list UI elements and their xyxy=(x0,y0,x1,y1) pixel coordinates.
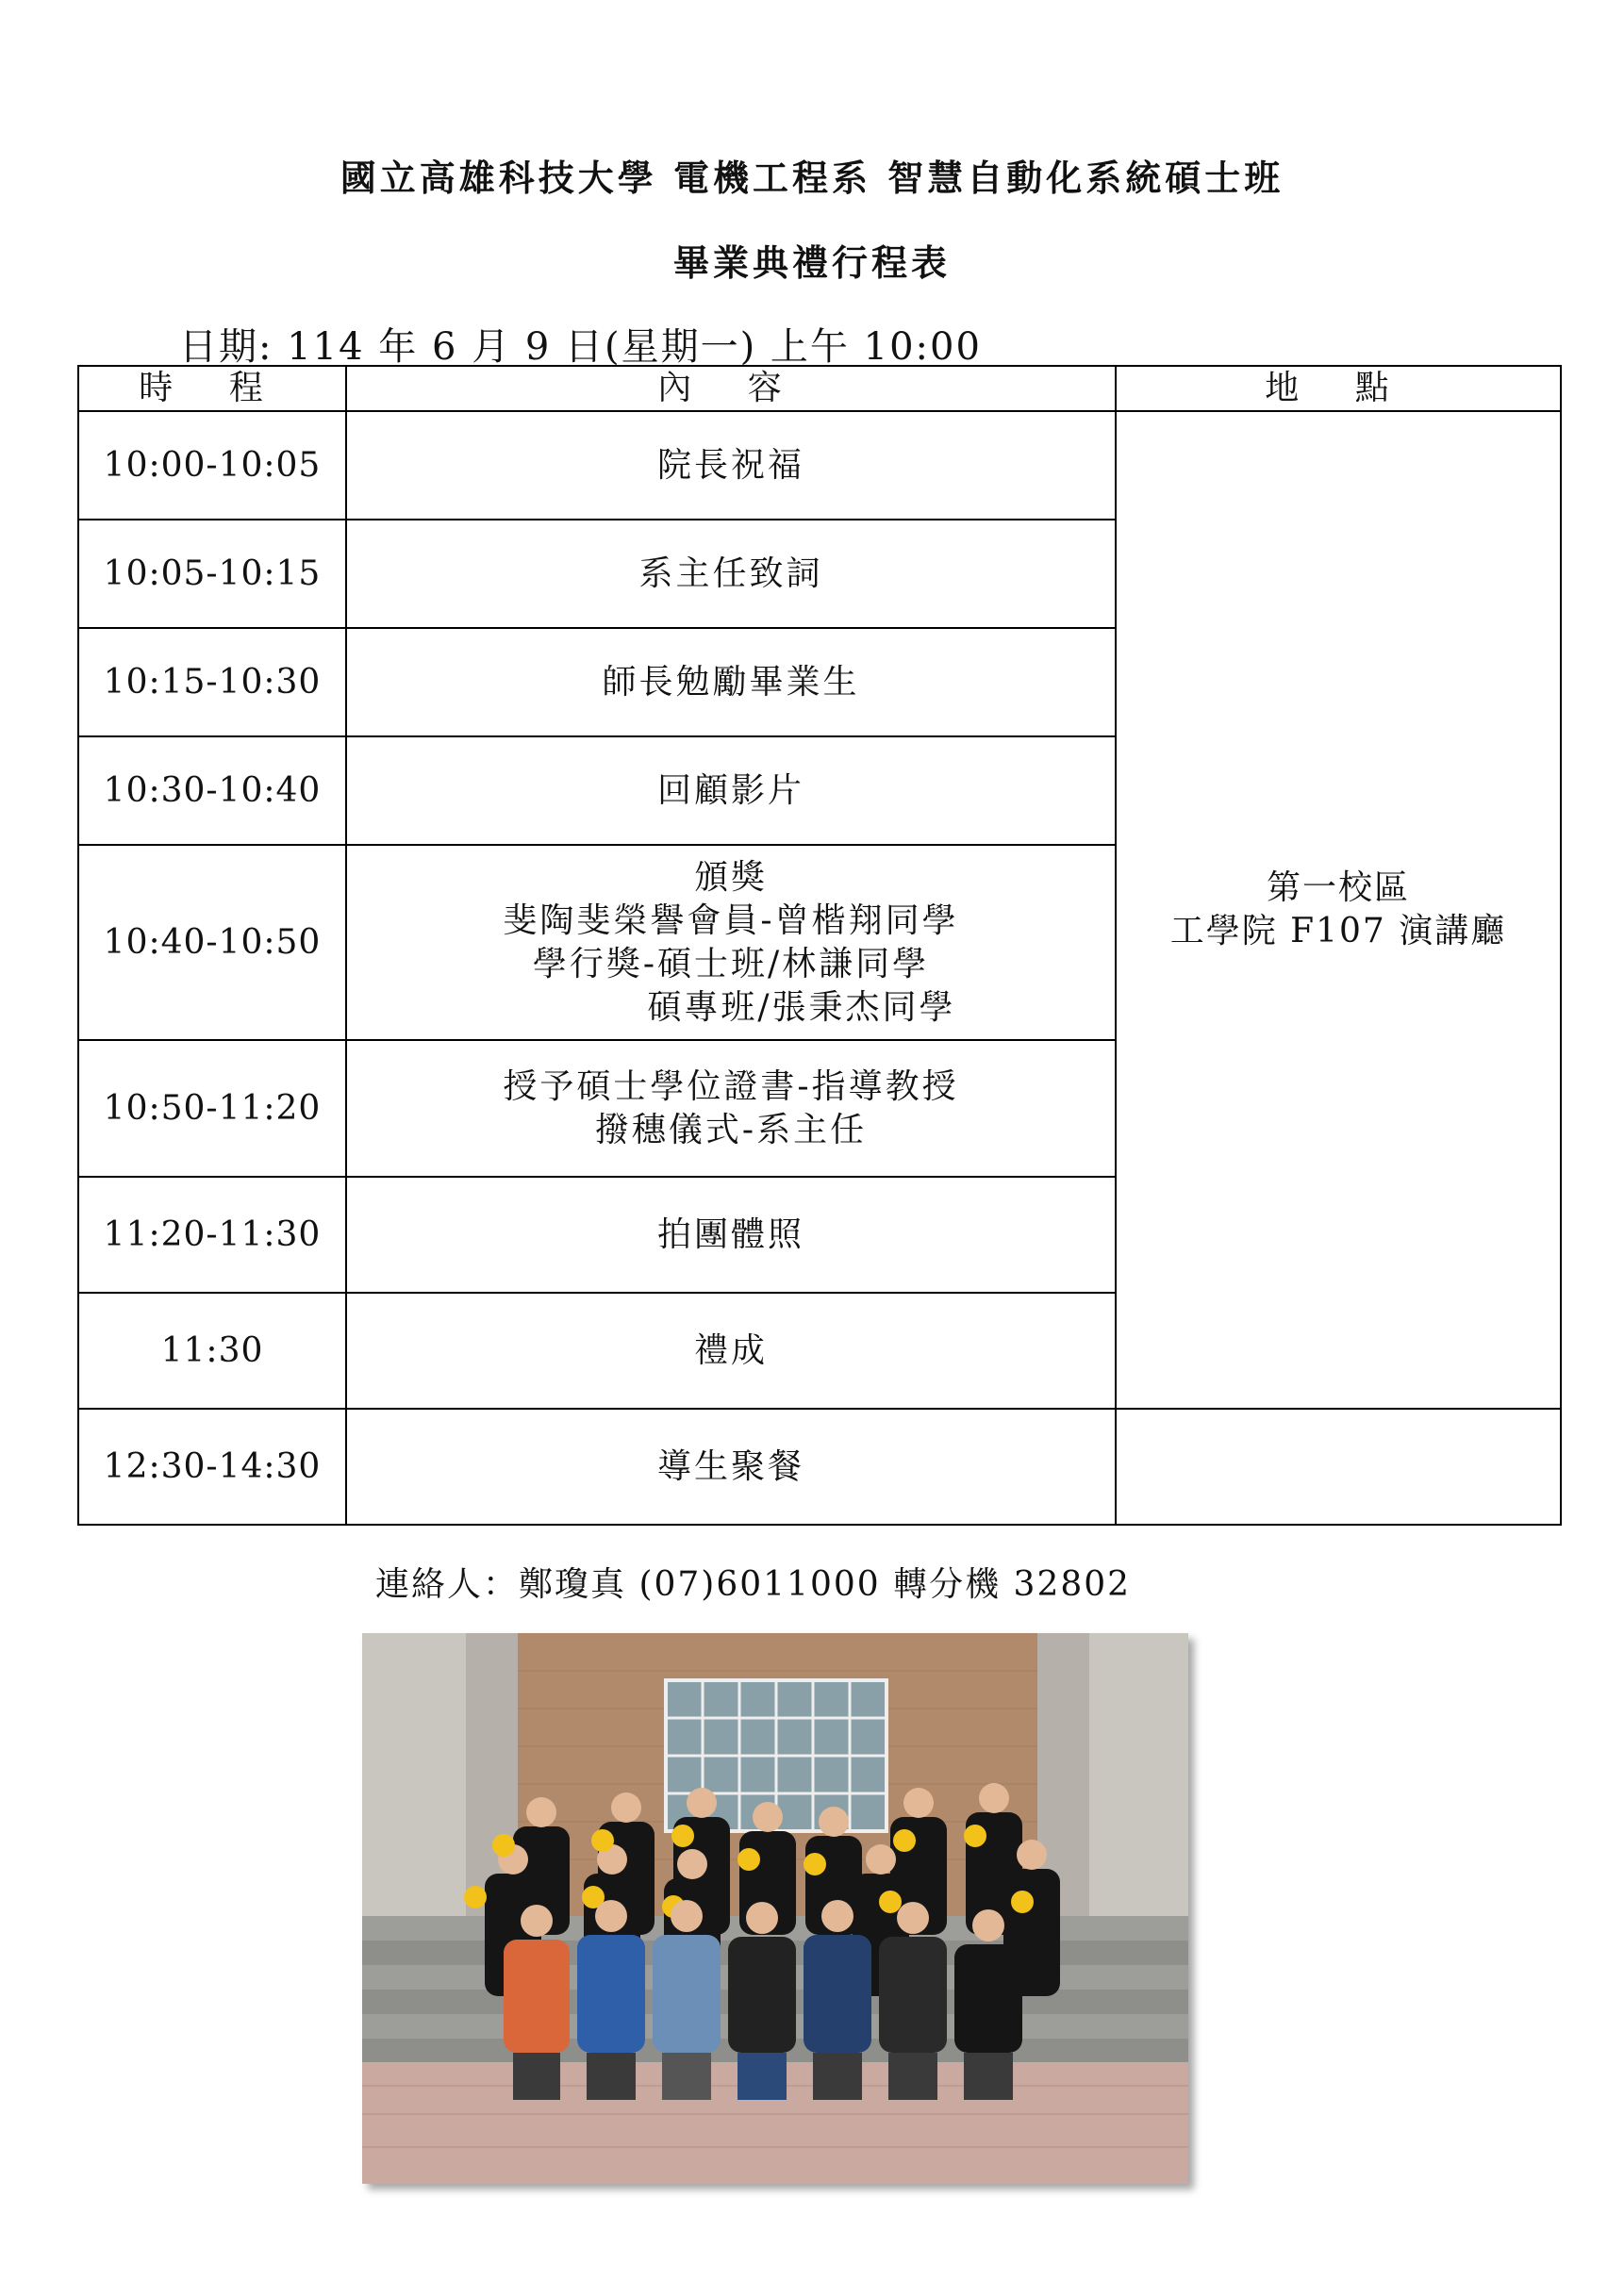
ceremony-line: 撥穗儀式-系主任 xyxy=(594,1110,868,1149)
header-venue: 地 點 xyxy=(1116,366,1561,411)
table-row xyxy=(78,411,1561,520)
award-line: 學行獎-碩士班/林謙同學 xyxy=(532,944,930,983)
row-time: 10:30-10:40 xyxy=(78,736,346,845)
row-content: 導生聚餐 xyxy=(346,1409,1116,1525)
row-time: 10:40-10:50 xyxy=(78,845,346,1040)
group-photo xyxy=(362,1633,1188,2184)
event-date: 日期: 114 年 6 月 9 日(星期一) 上午 10:00 xyxy=(179,325,982,369)
venue-cell-empty xyxy=(1116,1409,1561,1525)
table-header-row xyxy=(78,366,1561,411)
row-time: 10:15-10:30 xyxy=(78,628,346,736)
header-content: 內 容 xyxy=(346,366,1116,411)
contact-info: 連絡人：鄭瓊真 (07)6011000 轉分機 32802 xyxy=(375,1565,1132,1604)
venue-room: 工學院 F107 演講廳 xyxy=(1169,912,1507,950)
row-time: 11:20-11:30 xyxy=(78,1177,346,1293)
venue-cell xyxy=(1116,411,1561,1409)
row-content: 系主任致詞 xyxy=(346,520,1116,628)
row-time: 10:50-11:20 xyxy=(78,1040,346,1177)
schedule-table xyxy=(77,365,1562,1526)
row-time: 10:05-10:15 xyxy=(78,520,346,628)
row-content: 院長祝福 xyxy=(346,411,1116,520)
row-content: 禮成 xyxy=(346,1293,1116,1409)
header-time: 時 程 xyxy=(78,366,346,411)
row-content-awards xyxy=(346,845,1116,1040)
row-content-ceremony xyxy=(346,1040,1116,1177)
row-time: 10:00-10:05 xyxy=(78,411,346,520)
group-photo-illustration xyxy=(362,1633,1188,2184)
document-subtitle: 畢業典禮行程表 xyxy=(672,241,951,284)
award-line: 斐陶斐榮譽會員-曾楷翔同學 xyxy=(503,900,959,940)
table-row xyxy=(78,1409,1561,1525)
row-content: 師長勉勵畢業生 xyxy=(346,628,1116,736)
row-time: 11:30 xyxy=(78,1293,346,1409)
award-line: 碩專班/張秉杰同學 xyxy=(647,987,956,1027)
row-time: 12:30-14:30 xyxy=(78,1409,346,1525)
award-heading: 頒獎 xyxy=(693,857,768,897)
ceremony-line: 授予碩士學位證書-指導教授 xyxy=(503,1066,959,1106)
row-content: 回顧影片 xyxy=(346,736,1116,845)
venue-campus: 第一校區 xyxy=(1266,868,1410,907)
document-title: 國立高雄科技大學 電機工程系 智慧自動化系統碩士班 xyxy=(340,157,1284,199)
row-content: 拍團體照 xyxy=(346,1177,1116,1293)
